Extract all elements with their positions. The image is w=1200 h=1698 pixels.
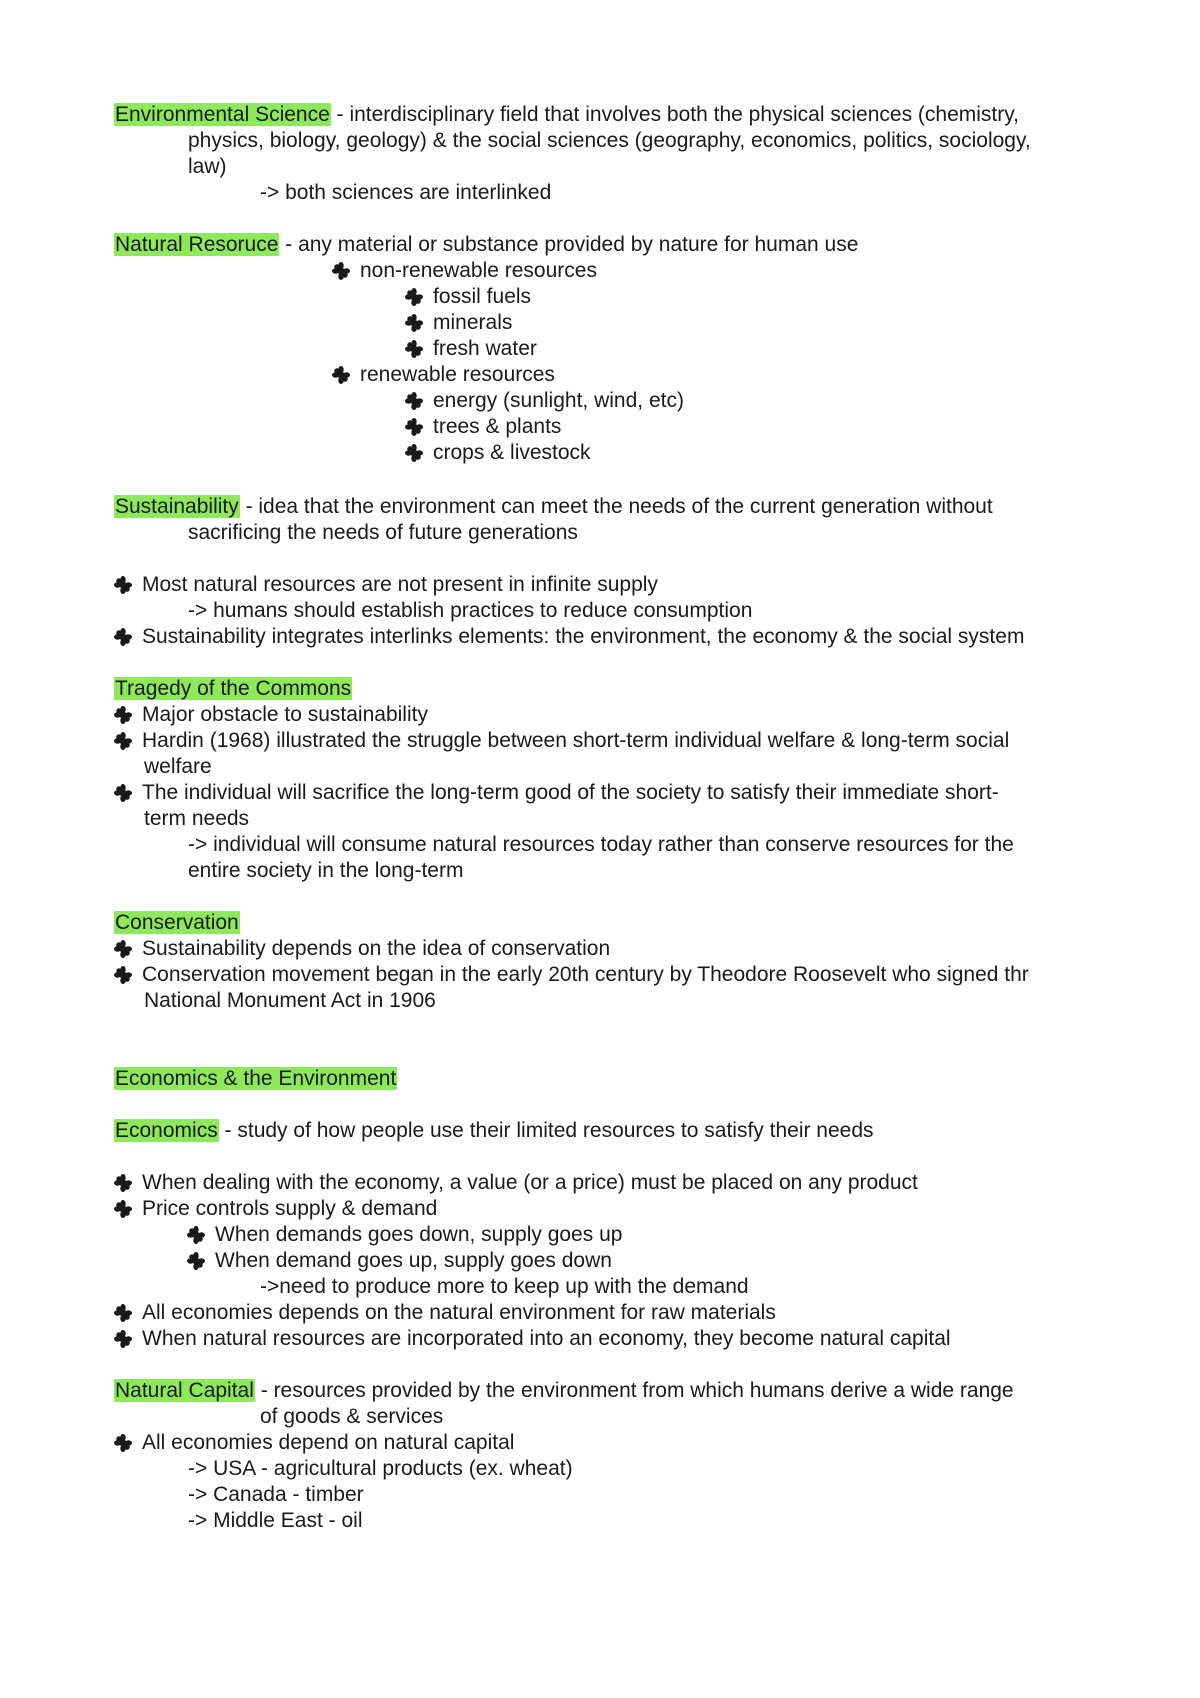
- bullet-item: [405, 336, 537, 362]
- definition-line: [114, 1378, 1014, 1404]
- text-line: [188, 598, 752, 624]
- bullet-item: [114, 728, 1009, 754]
- asterisk-flower-icon: [187, 1252, 205, 1270]
- bullet-item: [405, 284, 531, 310]
- line-text: Hardin (1968) illustrated the struggle between short-term individual welfare & long-term social: [142, 729, 1010, 752]
- line-text: -> individual will consume natural resources today rather than conserve resources for the: [188, 833, 1014, 856]
- line-text: Conservation movement began in the early 20th century by Theodore Roosevelt who signed thr: [142, 963, 1029, 986]
- highlighted-term: Economics: [115, 1119, 218, 1142]
- text-line: [188, 832, 1014, 858]
- highlighted-term: Tragedy of the Commons: [115, 677, 352, 700]
- bullet-item: [114, 1170, 918, 1196]
- line-text: trees & plants: [433, 415, 562, 438]
- highlighted-term: Sustainability: [115, 495, 239, 518]
- text-line: [188, 128, 1031, 154]
- bullet-item: [114, 1326, 951, 1352]
- line-text: All economies depends on the natural environment for raw materials: [142, 1301, 776, 1324]
- bullet-item: [405, 310, 512, 336]
- line-text: -> Canada - timber: [188, 1483, 364, 1506]
- line-text: welfare: [144, 755, 212, 778]
- asterisk-flower-icon: [114, 628, 132, 646]
- asterisk-flower-icon: [332, 366, 350, 384]
- line-text: energy (sunlight, wind, etc): [433, 389, 684, 412]
- asterisk-flower-icon: [114, 1174, 132, 1192]
- text-line: [144, 988, 436, 1014]
- asterisk-flower-icon: [405, 392, 423, 410]
- bullet-item: [114, 702, 428, 728]
- line-text: of goods & services: [260, 1405, 444, 1428]
- text-line: [188, 154, 227, 180]
- line-text: law): [188, 155, 227, 178]
- text-line: [260, 180, 551, 206]
- asterisk-flower-icon: [405, 314, 423, 332]
- line-text: Sustainability integrates interlinks elements: the environment, the economy & the social system: [142, 625, 1025, 648]
- text-line: [260, 1404, 443, 1430]
- text-line: [144, 806, 249, 832]
- asterisk-flower-icon: [114, 940, 132, 958]
- text-line: [188, 1456, 573, 1482]
- bullet-item: [114, 572, 658, 598]
- line-text: physics, biology, geology) & the social sciences (geography, economics, politics, sociology,: [188, 129, 1031, 152]
- asterisk-flower-icon: [405, 340, 423, 358]
- bullet-item: [405, 388, 684, 414]
- text-line: [188, 520, 578, 546]
- line-text: non-renewable resources: [360, 259, 597, 282]
- line-text: Major obstacle to sustainability: [142, 703, 428, 726]
- line-text: When demands goes down, supply goes up: [215, 1223, 623, 1246]
- bullet-item: [114, 962, 1029, 988]
- text-line: [144, 754, 212, 780]
- bullet-item: [114, 1300, 776, 1326]
- line-text: Price controls supply & demand: [142, 1197, 438, 1220]
- definition-line: [114, 1118, 874, 1144]
- asterisk-flower-icon: [114, 706, 132, 724]
- line-text: -> Middle East - oil: [188, 1509, 363, 1532]
- line-text: - idea that the environment can meet the needs of the current generation without: [239, 495, 993, 518]
- highlighted-term: Environmental Science: [115, 103, 330, 126]
- asterisk-flower-icon: [114, 784, 132, 802]
- bullet-item: [405, 440, 591, 466]
- definition-line: [114, 676, 352, 702]
- highlighted-term: Natural Resoruce: [115, 233, 279, 256]
- bullet-item: [405, 414, 561, 440]
- text-line: [188, 1508, 362, 1534]
- definition-line: [114, 910, 240, 936]
- line-text: - resources provided by the environment from which humans derive a wide range: [254, 1379, 1014, 1402]
- asterisk-flower-icon: [114, 1330, 132, 1348]
- line-text: entire society in the long-term: [188, 859, 464, 882]
- line-text: When natural resources are incorporated into an economy, they become natural capital: [142, 1327, 951, 1350]
- line-text: -> USA - agricultural products (ex. wheat): [188, 1457, 573, 1480]
- line-text: The individual will sacrifice the long-term good of the society to satisfy their immediate short-: [142, 781, 999, 804]
- bullet-item: [114, 936, 610, 962]
- bullet-item: [332, 362, 555, 388]
- line-text: - study of how people use their limited resources to satisfy their needs: [218, 1119, 874, 1142]
- asterisk-flower-icon: [405, 288, 423, 306]
- line-text: When dealing with the economy, a value (or a price) must be placed on any product: [142, 1171, 918, 1194]
- line-text: fossil fuels: [433, 285, 532, 308]
- asterisk-flower-icon: [332, 262, 350, 280]
- line-text: Most natural resources are not present in infinite supply: [142, 573, 658, 596]
- definition-line: [114, 494, 993, 520]
- line-text: - any material or substance provided by nature for human use: [279, 233, 859, 256]
- line-text: -> both sciences are interlinked: [260, 181, 552, 204]
- asterisk-flower-icon: [187, 1226, 205, 1244]
- line-text: term needs: [144, 807, 250, 830]
- definition-line: [114, 232, 858, 258]
- bullet-item: [187, 1248, 612, 1274]
- bullet-item: [187, 1222, 622, 1248]
- asterisk-flower-icon: [114, 1304, 132, 1322]
- line-text: National Monument Act in 1906: [144, 989, 436, 1012]
- asterisk-flower-icon: [114, 1434, 132, 1452]
- bullet-item: [114, 780, 999, 806]
- asterisk-flower-icon: [405, 444, 423, 462]
- asterisk-flower-icon: [405, 418, 423, 436]
- bullet-item: [114, 624, 1024, 650]
- line-text: sacrificing the needs of future generations: [188, 521, 578, 544]
- text-line: [188, 858, 463, 884]
- text-line: [260, 1274, 749, 1300]
- line-text: renewable resources: [360, 363, 555, 386]
- asterisk-flower-icon: [114, 576, 132, 594]
- line-text: -> humans should establish practices to reduce consumption: [188, 599, 753, 622]
- line-text: Sustainability depends on the idea of conservation: [142, 937, 611, 960]
- line-text: - interdisciplinary field that involves both the physical sciences (chemistry,: [330, 103, 1020, 126]
- line-text: ->need to produce more to keep up with the demand: [260, 1275, 749, 1298]
- line-text: crops & livestock: [433, 441, 591, 464]
- line-text: When demand goes up, supply goes down: [215, 1249, 612, 1272]
- bullet-item: [114, 1430, 514, 1456]
- definition-line: [114, 1066, 397, 1092]
- line-text: minerals: [433, 311, 513, 334]
- asterisk-flower-icon: [114, 732, 132, 750]
- bullet-item: [332, 258, 597, 284]
- line-text: fresh water: [433, 337, 537, 360]
- asterisk-flower-icon: [114, 966, 132, 984]
- highlighted-term: Natural Capital: [115, 1379, 254, 1402]
- definition-line: [114, 102, 1019, 128]
- bullet-item: [114, 1196, 437, 1222]
- highlighted-term: Economics & the Environment: [115, 1067, 397, 1090]
- highlighted-term: Conservation: [115, 911, 239, 934]
- line-text: All economies depend on natural capital: [142, 1431, 515, 1454]
- asterisk-flower-icon: [114, 1200, 132, 1218]
- text-line: [188, 1482, 364, 1508]
